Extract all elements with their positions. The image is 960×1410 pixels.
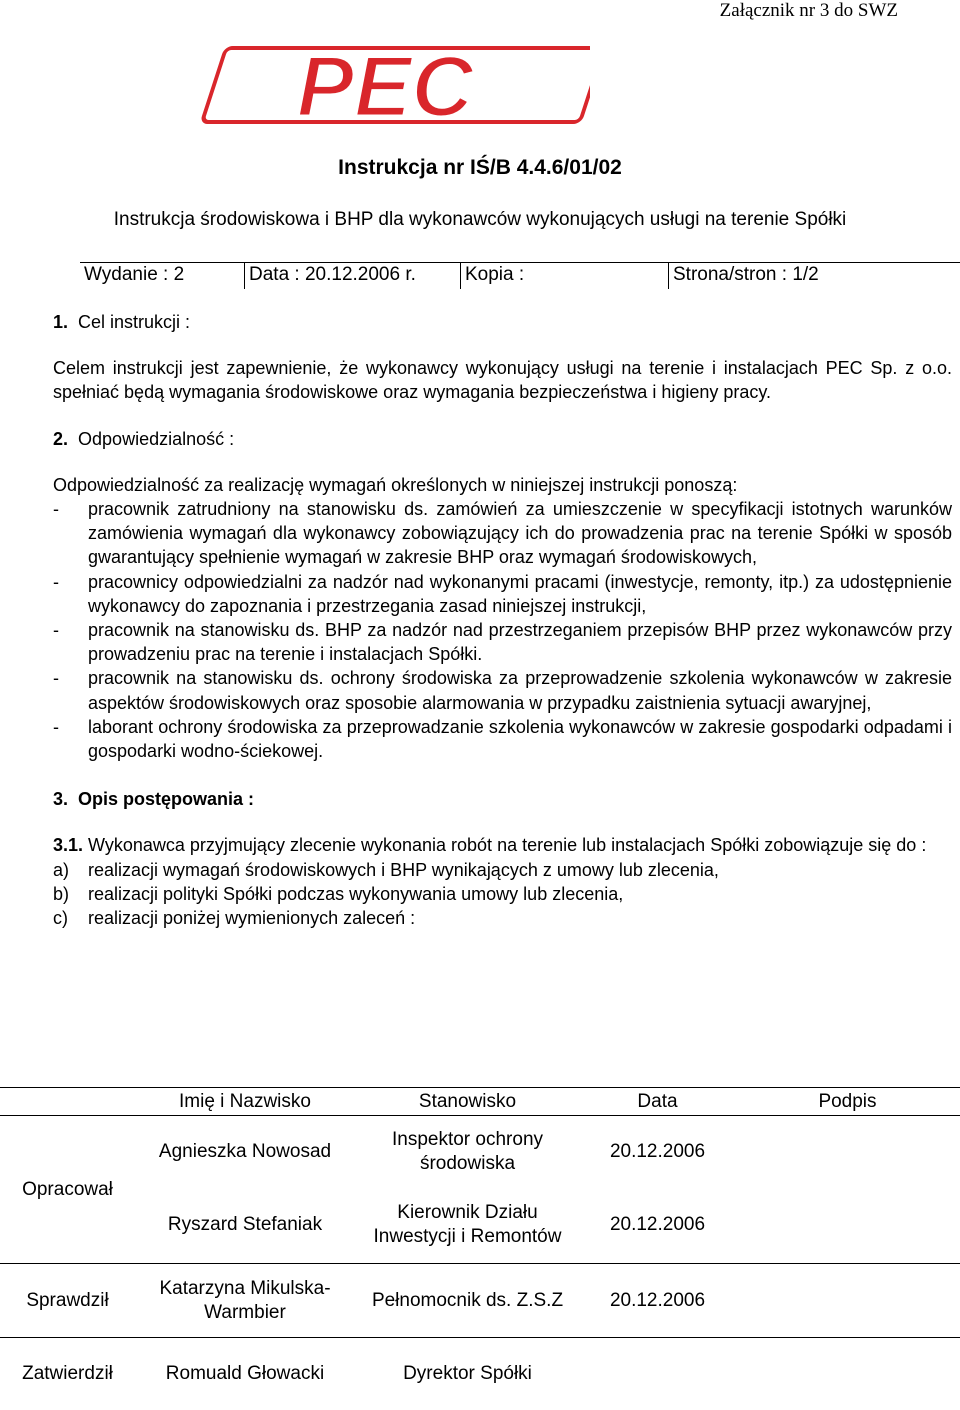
table-row — [0, 1116, 960, 1188]
list-item: a) realizacji wymagań środowiskowych i BHP wynikających z umowy lub zlecenia, — [53, 859, 719, 880]
signature-cell — [735, 1188, 960, 1264]
list-item: - laborant ochrony środowiska za przeprowadzanie szkolenia wykonawców w zakresie gospodarki odpadami i gospodarki wodno-ściekowej. — [53, 716, 952, 762]
list-item: c) realizacji poniżej wymienionych zaleceń : — [53, 908, 416, 929]
person-position: Kierownik Działu Inwestycji i Remontów — [373, 1202, 562, 1248]
person-name: Agnieszka Nowosad — [135, 1116, 355, 1188]
table-row — [0, 1264, 960, 1338]
person-position: Inspektor ochrony środowiska — [355, 1116, 580, 1188]
responsibility-list — [53, 497, 952, 763]
person-position: Dyrektor Spółki — [355, 1338, 580, 1410]
document-subtitle: Instrukcja środowiskowa i BHP dla wykonawców wykonujących usługi na terenie Spółki — [113, 209, 847, 230]
edition-info-row — [80, 262, 960, 289]
table-row — [0, 1188, 960, 1264]
person-name: Ryszard Stefaniak — [167, 1214, 323, 1236]
person-name: Katarzyna Mikulska-Warmbier — [135, 1264, 355, 1338]
sign-date — [580, 1338, 735, 1410]
section-2-intro: Odpowiedzialność za realizację wymagań określonych w niniejszej instrukcji ponoszą: — [53, 474, 738, 495]
section-1-body: Celem instrukcji jest zapewnienie, że wykonawcy wykonujący usługi na terenie i instalacjach PEC Sp. z o.o. spełniać będą wymagania środowiskowe oraz wymagania bezpieczeństwa i higieny pracy. — [53, 358, 952, 403]
header-date: Data — [580, 1088, 735, 1116]
header-position: Stanowisko — [355, 1088, 580, 1116]
section-2-heading: 2. Odpowiedzialność : — [53, 428, 235, 449]
document-body — [53, 310, 952, 930]
sign-date: 20.12.2006 — [609, 1214, 706, 1236]
list-item: - pracownicy odpowiedzialni za nadzór nad wykonanymi pracami (inwestycje, remonty, itp.) za udostępnienie wykonawcy do zapoznania i przestrzegania zasad niniejszej instrukcji, — [53, 571, 952, 616]
person-position: Pełnomocnik ds. Z.S.Z — [355, 1264, 580, 1338]
signature-cell — [735, 1116, 960, 1188]
header-name: Imię i Nazwisko — [135, 1088, 355, 1116]
signature-table — [0, 1087, 960, 1410]
section-3-1-text: 3.1. Wykonawca przyjmujący zlecenie wykonania robót na terenie lub instalacjach Spółki zobowiązuje się do : — [53, 835, 927, 856]
sign-date: 20.12.2006 — [580, 1264, 735, 1338]
role-approved: Zatwierdził — [0, 1338, 135, 1410]
role-prepared: Opracował — [0, 1116, 135, 1264]
logo-text: PEC — [296, 42, 474, 130]
signature-cell — [735, 1264, 960, 1338]
document-title: Instrukcja nr IŚ/B 4.4.6/01/02 — [338, 156, 622, 179]
list-item: - pracownik na stanowisku ds. ochrony środowiska za przeprowadzenie szkolenia wykonawców w zakresie aspektów środowiskowych oraz sposobie alarmowania w przypadku zaistnienia sytuacji awaryjnej, — [53, 668, 952, 713]
list-item: b) realizacji polityki Spółki podczas wykonywania umowy lub zlecenia, — [53, 883, 624, 904]
table-row — [0, 1338, 960, 1410]
list-item: - pracownik na stanowisku ds. BHP za nadzór nad przestrzeganiem przepisów BHP przez wykonawców przy prowadzeniu prac na terenie i instalacjach Spółki. — [53, 620, 952, 665]
edition-number: Wydanie : 2 — [84, 264, 185, 285]
table-header-row — [0, 1088, 960, 1116]
signature-cell — [735, 1338, 960, 1410]
pec-logo — [180, 42, 590, 130]
section-1-heading: 1. Cel instrukcji : — [53, 312, 191, 332]
person-name: Romuald Głowacki — [135, 1338, 355, 1410]
edition-date: Data : 20.12.2006 r. — [244, 263, 460, 289]
obligations-list — [53, 858, 952, 931]
attachment-note: Załącznik nr 3 do SWZ — [719, 0, 898, 21]
edition-page: Strona/stron : 1/2 — [668, 263, 960, 289]
header-signature: Podpis — [735, 1088, 960, 1116]
list-item: - pracownik zatrudniony na stanowisku ds. zamówień za umieszczenie w specyfikacji istotnych warunków zamówienia wymagań dla wykonawcy zobowiązujący ich do prowadzenia prac na terenie Spółki w sposób gwarantujący spełnienie wymagań w zakresie BHP oraz wymagań środowiskowych, — [53, 499, 952, 568]
role-checked: Sprawdził — [0, 1264, 135, 1338]
sign-date: 20.12.2006 — [580, 1116, 735, 1188]
edition-copy: Kopia : — [460, 263, 668, 289]
section-3-heading: 3. Opis postępowania : — [53, 789, 255, 810]
